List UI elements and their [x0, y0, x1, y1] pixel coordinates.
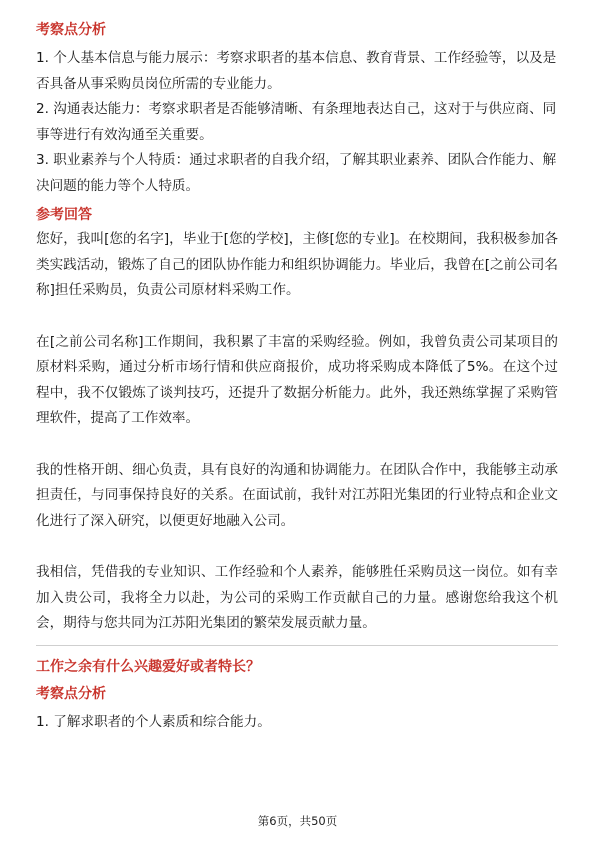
section-heading-analysis: 考察点分析	[36, 22, 106, 38]
spacer	[36, 432, 558, 458]
answer-paragraph: 我的性格开朗、细心负责，具有良好的沟通和协调能力。在团队合作中，我能够主动承担责任，与同事保持良好的关系。在面试前，我针对江苏阳光集团的行业特点和企业文化进行了深入研究，以便更好地融入公司。	[36, 461, 558, 529]
section-heading-analysis: 考察点分析	[36, 685, 106, 702]
answer-paragraph: 我相信，凭借我的专业知识、工作经验和个人素养，能够胜任采购员这一岗位。如有幸加入贵公司，我将全力以赴，为公司的采购工作贡献自己的力量。感谢您给我这个机会，期待与您共同为江苏阳光集团的繁荣发展贡献力量。	[36, 564, 558, 631]
answer-paragraph: 您好，我叫[您的名字]，毕业于[您的学校]，主修[您的专业]。在校期间，我积极参加各类实践活动，锻炼了自己的团队协作能力和组织协调能力。毕业后，我曾在[之前公司名称]担任采购员，负责公司原材料采购工作。	[36, 231, 558, 298]
spacer	[36, 304, 558, 330]
question-title: 工作之余有什么兴趣爱好或者特长？	[36, 658, 260, 675]
answer-paragraph: 在[之前公司名称]工作期间，我积累了丰富的采购经验。例如，我曾负责公司某项目的原材料采购，通过分析市场行情和供应商报价，成功将采购成本降低了5%。在这个过程中，我不仅锻炼了谈判技巧，还提升了数据分析能力。此外，我还熟练掌握了采购管理软件，提高了工作效率。	[36, 333, 558, 426]
page-number: 第6页，共50页	[257, 814, 338, 828]
section-heading-answer: 参考回答	[36, 207, 92, 223]
spacer	[36, 534, 558, 560]
list-item: 1. 了解求职者的个人素质和综合能力。	[36, 713, 271, 730]
list-item: 1. 个人基本信息与能力展示：考察求职者的基本信息、教育背景、工作经验等，以及是否具备从事采购员岗位所需的专业能力。	[36, 50, 557, 92]
section-divider	[36, 645, 558, 646]
list-item: 3. 职业素养与个人特质：通过求职者的自我介绍，了解其职业素养、团队合作能力、解决问题的能力等个人特质。	[36, 152, 557, 194]
document-page	[36, 20, 558, 735]
list-item: 2. 沟通表达能力：考察求职者是否能够清晰、有条理地表达自己，这对于与供应商、同事等进行有效沟通至关重要。	[36, 101, 557, 143]
